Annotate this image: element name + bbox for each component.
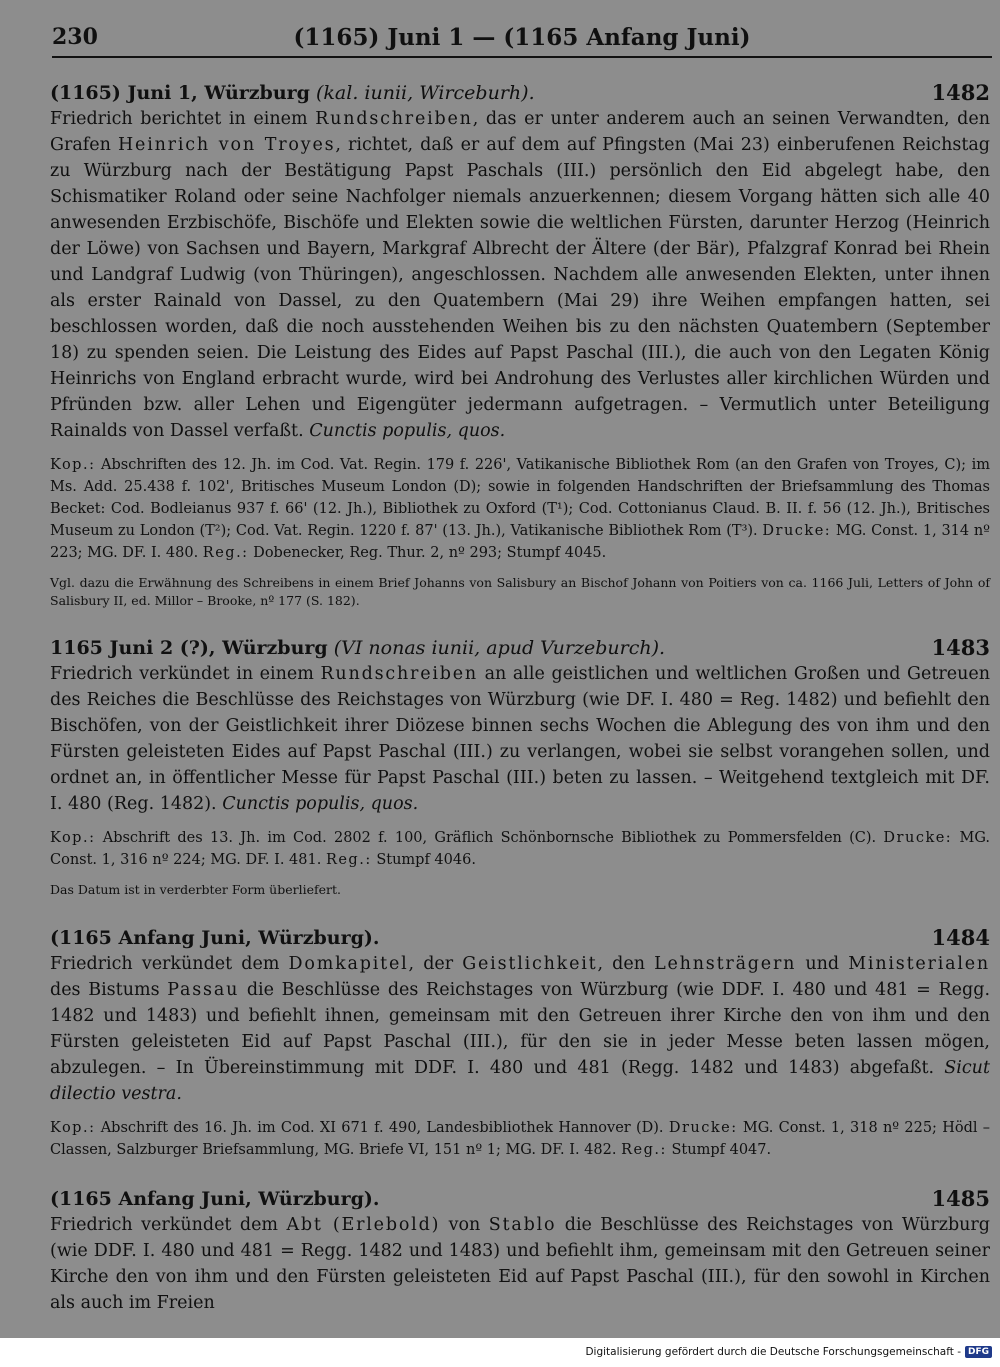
- entry-dating: (VI nonas iunii, apud Vurzeburch).: [333, 637, 666, 659]
- entry-heading: [50, 80, 990, 106]
- regest-text: Friedrich verkündet dem Domkapitel, der Geistlichkeit, den Lehnsträgern und Ministerialen des Bistums Passau die Beschlüsse des Reichstages von Würzburg (wie DDF. I. 480 und 481 = Regg. 1482 und 1483) und befiehlt ihnen, gemeinsam mit den Getreuen ihrer Kirche den von ihm und den Fürsten geleisteten Eid auf Papst Paschal (III.), für den sie in jeder Messe beten lassen mögen, abzulegen. – In Übereinstimmung mit DDF. I. 480 und 481 (Regg. 1482 und 1483) abgefaßt. Sicut dilectio vestra.: [50, 954, 991, 1104]
- entry-note: Vgl. dazu die Erwähnung des Schreibens in einem Brief Johanns von Salisbury an Bischof Johann von Poitiers von ca. 1166 Juli, Letters of John of Salisbury II, ed. Millor – Brooke, nº 177 (S. 182).: [50, 575, 990, 608]
- apparatus: Kop.: Abschrift des 16. Jh. im Cod. XI 671 f. 490, Landesbibliothek Hannover (D). Drucke: MG. Const. 1, 318 nº 225; Hödl – Classen, Salzburger Briefsammlung, MG. Briefe VI, 151 nº 1; MG. DF. I. 482. Reg.: Stumpf 4047.: [50, 1120, 991, 1158]
- incipit: Cunctis populis, quos.: [309, 421, 506, 441]
- incipit: Sicut dilectio vestra.: [50, 1058, 990, 1104]
- dfg-logo: DFG: [965, 1346, 992, 1358]
- entry-heading: [50, 1186, 990, 1212]
- regest-text: Friedrich verkündet dem Abt (Erlebold) von Stablo die Beschlüsse des Reichstages von Würzburg (wie DDF. I. 480 und 481 = Regg. 1482 und 1483) und befiehlt ihm, gemeinsam mit den Getreuen seiner Kirche den von ihm und den Fürsten geleisteten Eid auf Papst Paschal (III.), für den sowohl in Kirchen als auch im Freien: [50, 1215, 990, 1313]
- entry-number: 1483: [931, 635, 990, 660]
- regest-entry-1485: [50, 1186, 990, 1316]
- regest-entry-1482: [50, 80, 990, 610]
- regest-text: Friedrich berichtet in einem Rundschreiben, das er unter anderem auch an seinen Verwandten, den Grafen Heinrich von Troyes, richtet, daß er auf dem auf Pfingsten (Mai 23) einberufenen Reichstag zu Würzburg nach der Bestätigung Papst Paschals (III.) persönlich den Eid abgelegt habe, den Schismatiker Roland oder seine Nachfolger niemals anzuerkennen; diesem Vorgang hätten sich alle 40 anwesenden Erzbischöfe, Bischöfe und Elekten sowie die weltlichen Fürsten, darunter Herzog (Heinrich der Löwe) von Sachsen und Bayern, Markgraf Albrecht der Ältere (der Bär), Pfalzgraf Konrad bei Rhein und Landgraf Ludwig (von Thüringen), angeschlossen. Nachdem alle anwesenden Elekten, unter ihnen als erster Rainald von Dassel, zu den Quatembern (Mai 29) ihre Weihen empfangen hatten, sei beschlossen worden, daß die noch ausstehenden Weihen bis zu den nächsten Quatembern (September 18) zu spenden seien. Die Leistung des Eides auf Papst Paschal (III.), die auch von den Legaten König Heinrichs von England erbracht wurde, wird bei Androhung des Verlustes aller kirchlichen Würden und Pfründen bzw. aller Lehen und Eigengüter jedermann aufgetragen. – Vermutlich unter Beteiligung Rainalds von Dassel verfaßt. Cunctis populis, quos.: [50, 109, 990, 441]
- footer-text: Digitalisierung gefördert durch die Deutsche Forschungsgemeinschaft -: [585, 1346, 961, 1358]
- running-title: (1165) Juni 1 — (1165 Anfang Juni): [293, 24, 751, 51]
- page-header: [52, 22, 992, 58]
- incipit: Cunctis populis, quos.: [222, 794, 419, 814]
- entry-date: (1165 Anfang Juni, Würzburg).: [50, 1188, 380, 1210]
- apparatus: Kop.: Abschrift des 13. Jh. im Cod. 2802 f. 100, Gräflich Schönbornsche Bibliothek zu Pommersfelden (C). Drucke: MG. Const. 1, 316 nº 224; MG. DF. I. 481. Reg.: Stumpf 4046.: [50, 830, 990, 868]
- dfg-footer: [585, 1346, 992, 1358]
- entry-heading: [50, 635, 990, 661]
- entry-number: 1482: [931, 80, 990, 105]
- entry-number: 1485: [931, 1186, 990, 1211]
- apparatus: Kop.: Abschriften des 12. Jh. im Cod. Vat. Regin. 179 f. 226', Vatikanische Bibliothek Rom (an den Grafen von Troyes, C); im Ms. Add. 25.438 f. 102', Britisches Museum London (D); sowie in folgenden Handschriften der Briefsammlung des Thomas Becket: Cod. Bodleianus 937 f. 66' (12. Jh.), Bibliothek zu Oxford (T¹); Cod. Cottonianus Claud. B. II. f. 56 (12. Jh.), Britisches Museum zu London (T²); Cod. Vat. Regin. 1220 f. 87' (13. Jh.), Vatikanische Bibliothek Rom (T³). Drucke: MG. Const. 1, 314 nº 223; MG. DF. I. 480. Reg.: Dobenecker, Reg. Thur. 2, nº 293; Stumpf 4045.: [50, 457, 990, 561]
- entry-date: 1165 Juni 2 (?), Würzburg: [50, 637, 328, 659]
- entry-number: 1484: [931, 925, 990, 950]
- entry-note: Das Datum ist in verderbter Form überliefert.: [50, 882, 341, 897]
- entry-date: (1165 Anfang Juni, Würzburg).: [50, 927, 380, 949]
- regest-entry-1484: [50, 925, 990, 1161]
- entry-dating: (kal. iunii, Wirceburh).: [316, 82, 535, 104]
- regest-text: Friedrich verkündet in einem Rundschreiben an alle geistlichen und weltlichen Großen und Getreuen des Reiches die Beschlüsse des Reichstages von Würzburg (wie DF. I. 480 = Reg. 1482) und befiehlt den Bischöfen, von der Geistlichkeit ihrer Diözese binnen sechs Wochen die Ablegung des von ihm und den Fürsten geleisteten Eides auf Papst Paschal (III.) zu verlangen, wobei sie selbst vorangehen sollen, und ordnet an, in öffentlicher Messe für Papst Paschal (III.) beten zu lassen. – Weitgehend textgleich mit DF. I. 480 (Reg. 1482). Cunctis populis, quos.: [50, 664, 990, 814]
- entry-date: (1165) Juni 1, Würzburg: [50, 82, 310, 104]
- entry-heading: [50, 925, 990, 951]
- page-number: 230: [52, 24, 98, 50]
- regest-entry-1483: [50, 635, 990, 899]
